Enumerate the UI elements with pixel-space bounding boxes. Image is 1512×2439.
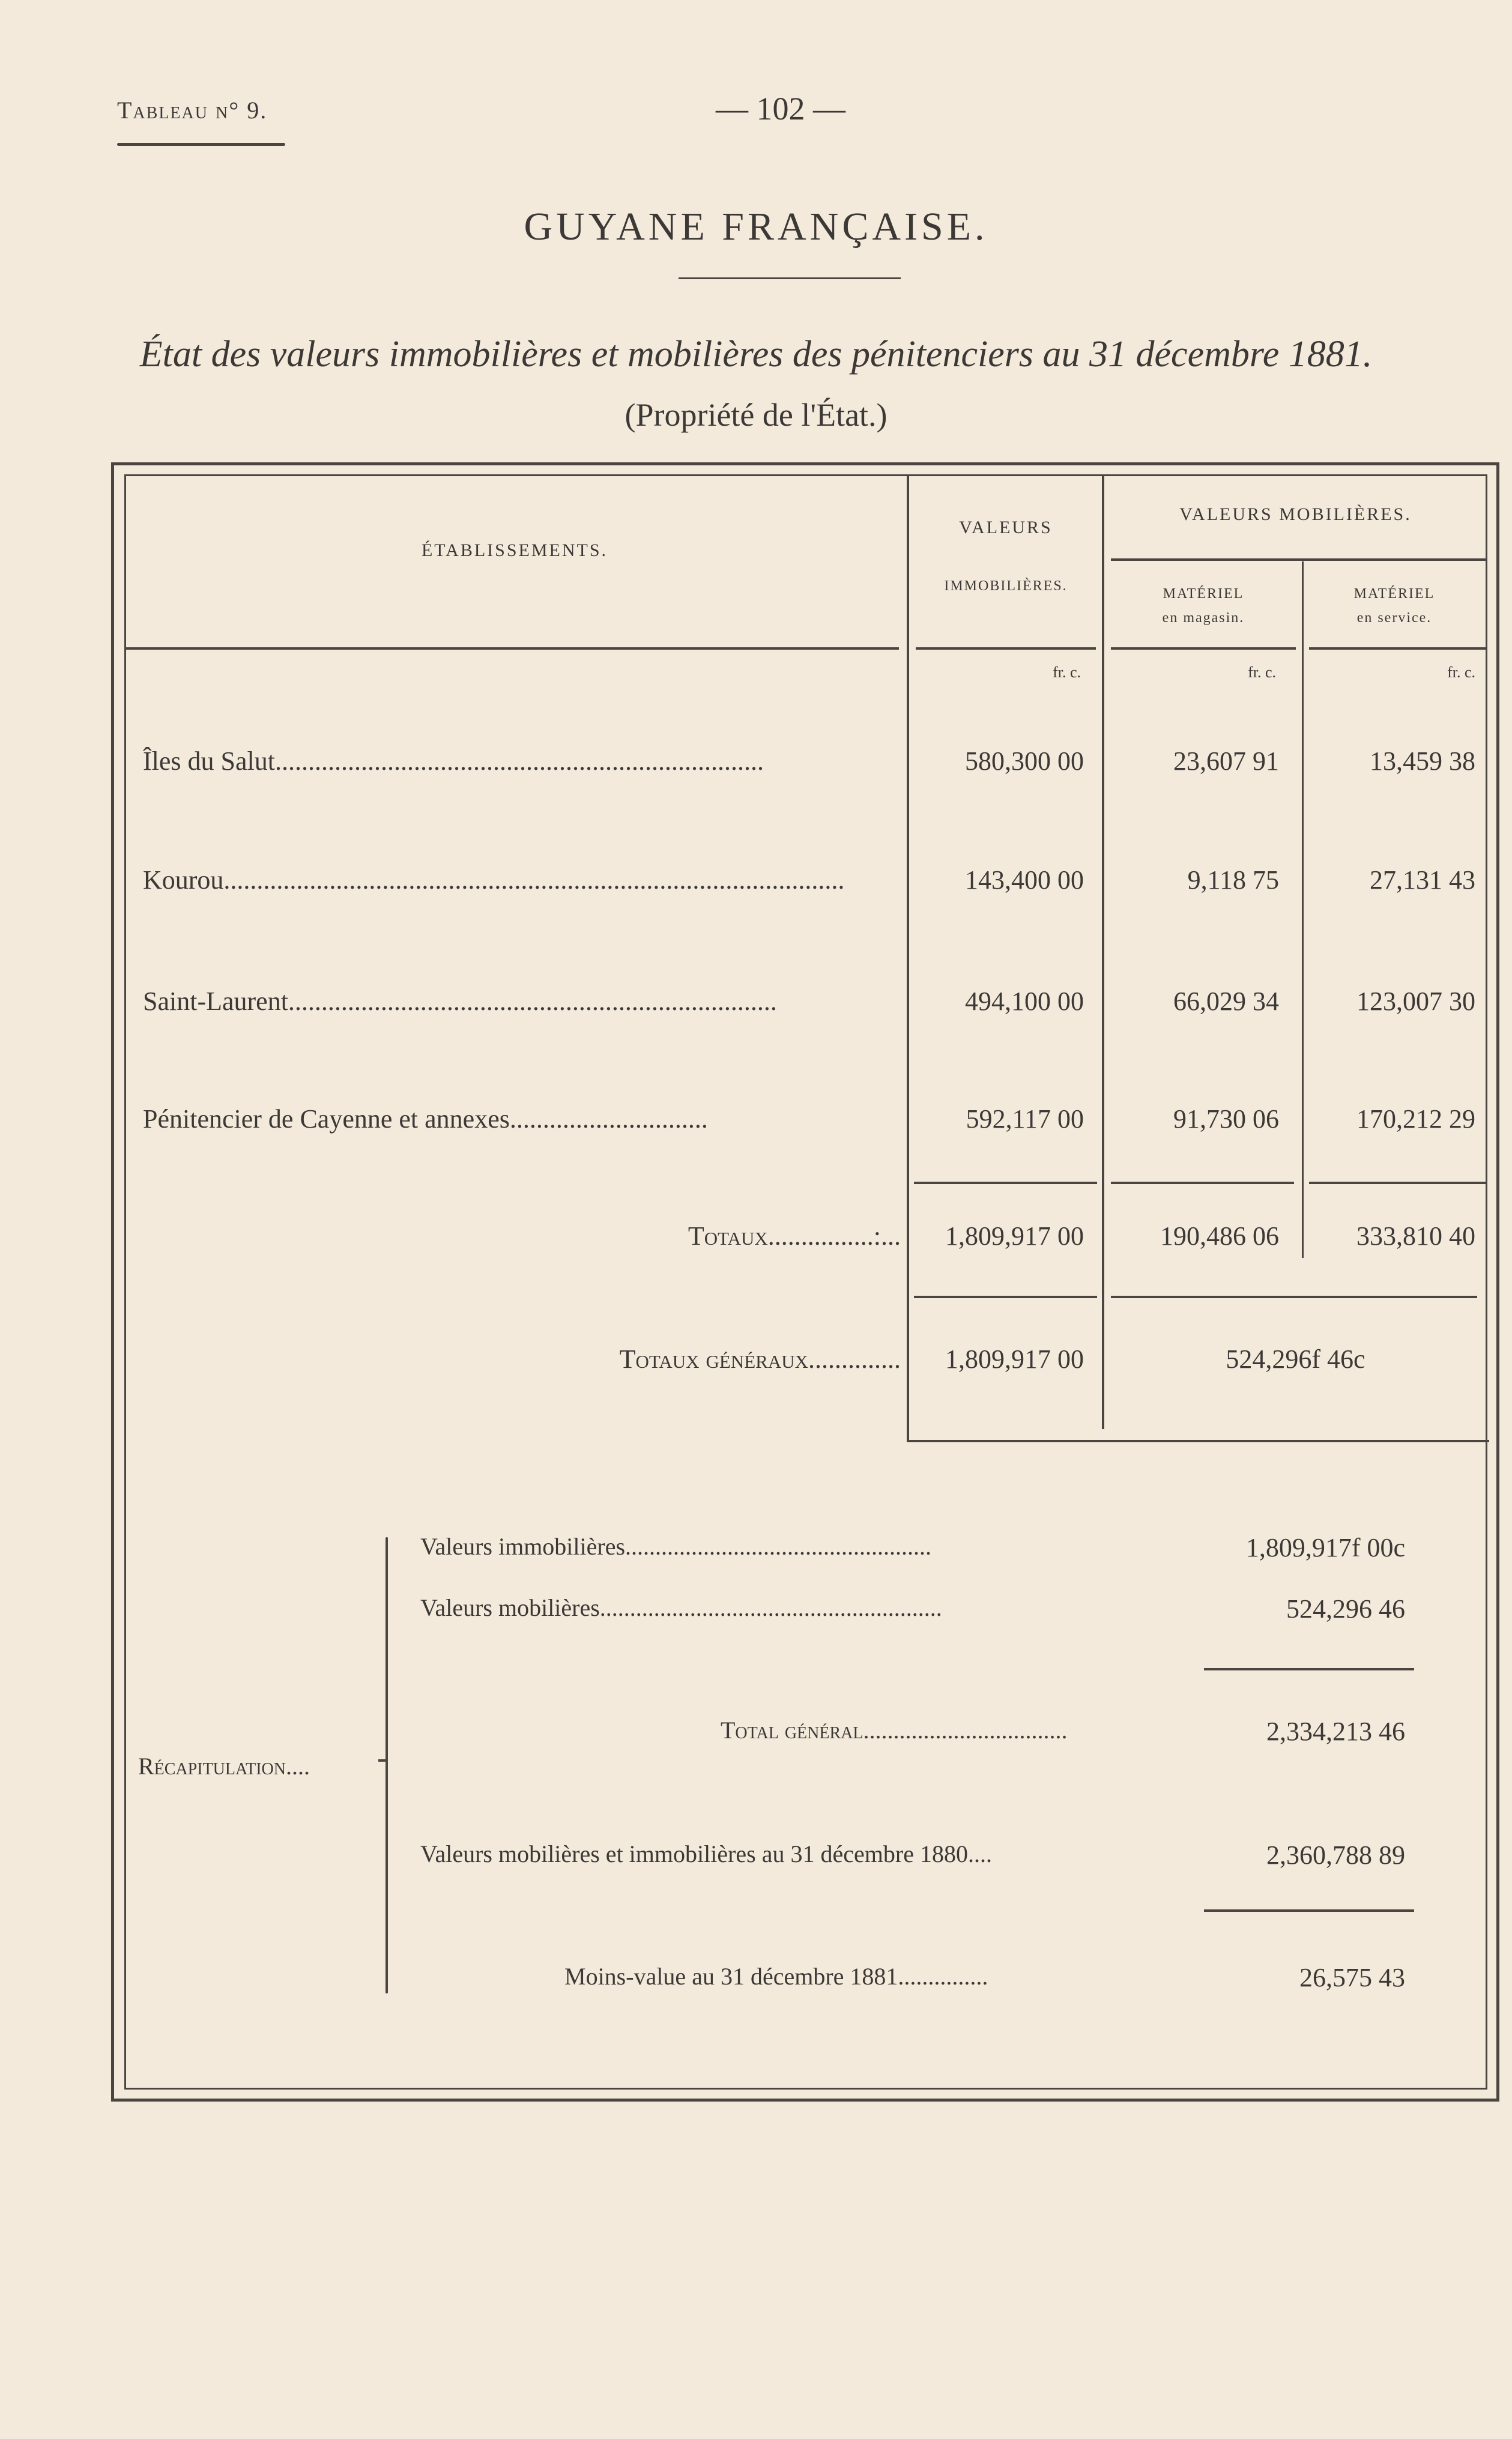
row-magasin: 66,029 34 <box>1173 987 1279 1016</box>
recap-total-general-label: Total général.................................. <box>721 1717 1068 1744</box>
header-bottom-rule-3 <box>1111 647 1296 650</box>
totaux-generaux-rule-2 <box>1111 1296 1477 1298</box>
header-establishments: ÉTABLISSEMENTS. <box>421 540 608 560</box>
row-immob: 494,100 00 <box>965 987 1084 1016</box>
totaux-generaux-label: Totaux généraux.............. <box>619 1344 901 1374</box>
recap-sum-rule <box>1204 1668 1414 1670</box>
totaux-service: 333,810 40 <box>1356 1221 1475 1251</box>
recap-valeurs-mobilieres-value: 524,296 46 <box>1286 1594 1405 1624</box>
recap-valeurs-immobilieres-value: 1,809,917f 00c <box>1245 1533 1405 1562</box>
row-service: 170,212 29 <box>1356 1104 1475 1134</box>
totaux-label: Totaux................:... <box>688 1221 901 1251</box>
page-subtitle: État des valeurs immobilières et mobilières des pénitenciers au 31 décembre 1881. <box>139 334 1373 375</box>
title-rule <box>679 277 901 279</box>
header-materiel-service-2: en service. <box>1356 610 1432 626</box>
recap-valeurs-immobilieres-label: Valeurs immobilières................................................... <box>420 1533 932 1560</box>
unit-service: fr. c. <box>1447 663 1475 681</box>
row-immob: 580,300 00 <box>965 746 1084 776</box>
col-divider-2 <box>1102 474 1104 1429</box>
totaux-rule-3 <box>1309 1182 1486 1184</box>
header-immobilieres: IMMOBILIÈRES. <box>944 578 1068 594</box>
header-bottom-rule-1 <box>124 647 899 650</box>
totaux-rule-1 <box>914 1182 1097 1184</box>
recap-valeurs-1880-label: Valeurs mobilières et immobilières au 31 décembre 1880.... <box>420 1840 992 1867</box>
col-divider-1 <box>907 474 909 1441</box>
unit-magasin: fr. c. <box>1248 663 1276 681</box>
recap-moins-value-label: Moins-value au 31 décembre 1881............... <box>564 1963 988 1990</box>
totaux-magasin: 190,486 06 <box>1160 1221 1279 1251</box>
row-magasin: 91,730 06 <box>1173 1104 1279 1134</box>
header-bottom-rule-2 <box>916 647 1096 650</box>
row-immob: 592,117 00 <box>966 1104 1084 1134</box>
table-section-bottom-rule <box>907 1440 1489 1442</box>
recap-brace-tip <box>378 1759 388 1762</box>
mobilieres-header-rule <box>1111 558 1486 561</box>
recap-valeurs-1880-value: 2,360,788 89 <box>1266 1840 1405 1870</box>
recap-diff-rule <box>1204 1909 1414 1912</box>
page-number: — 102 — <box>716 91 845 127</box>
page-title: GUYANE FRANÇAISE. <box>524 205 988 249</box>
page-subtitle-note: (Propriété de l'État.) <box>624 397 888 433</box>
row-label: Pénitencier de Cayenne et annexes.............................. <box>143 1104 708 1134</box>
row-magasin: 23,607 91 <box>1173 746 1279 776</box>
header-bottom-rule-4 <box>1309 647 1486 650</box>
row-magasin: 9,118 75 <box>1187 865 1279 895</box>
recap-label: Récapitulation.... <box>138 1753 310 1780</box>
row-label: Kourou.............................................................................................. <box>143 865 845 895</box>
header-underline <box>117 143 285 146</box>
unit-immob: fr. c. <box>1053 663 1081 681</box>
totaux-immob: 1,809,917 00 <box>945 1221 1084 1251</box>
totaux-generaux-rule-1 <box>914 1296 1097 1298</box>
row-service: 13,459 38 <box>1370 746 1475 776</box>
recap-total-general-value: 2,334,213 46 <box>1266 1717 1405 1746</box>
row-immob: 143,400 00 <box>965 865 1084 895</box>
header-valeurs: VALEURS <box>959 518 1053 537</box>
table-reference: Tableau n° 9. <box>117 97 268 124</box>
totaux-generaux-immob: 1,809,917 00 <box>945 1344 1084 1374</box>
row-label: Saint-Laurent.......................................................................... <box>143 987 777 1016</box>
recap-brace <box>386 1537 388 1993</box>
row-label: Îles du Salut.......................................................................... <box>143 746 764 776</box>
col-divider-3 <box>1302 561 1304 1258</box>
header-materiel-magasin-1: MATÉRIEL <box>1163 586 1244 602</box>
totaux-generaux-mobilieres: 524,296f 46c <box>1226 1344 1365 1374</box>
recap-valeurs-mobilieres-label: Valeurs mobilières......................................................... <box>420 1594 942 1621</box>
header-materiel-service-1: MATÉRIEL <box>1353 586 1435 602</box>
header-mobilieres: VALEURS MOBILIÈRES. <box>1179 504 1412 524</box>
recap-moins-value-value: 26,575 43 <box>1299 1963 1405 1992</box>
header-materiel-magasin-2: en magasin. <box>1162 610 1245 626</box>
row-service: 27,131 43 <box>1370 865 1475 895</box>
row-service: 123,007 30 <box>1356 987 1475 1016</box>
totaux-rule-2 <box>1111 1182 1294 1184</box>
